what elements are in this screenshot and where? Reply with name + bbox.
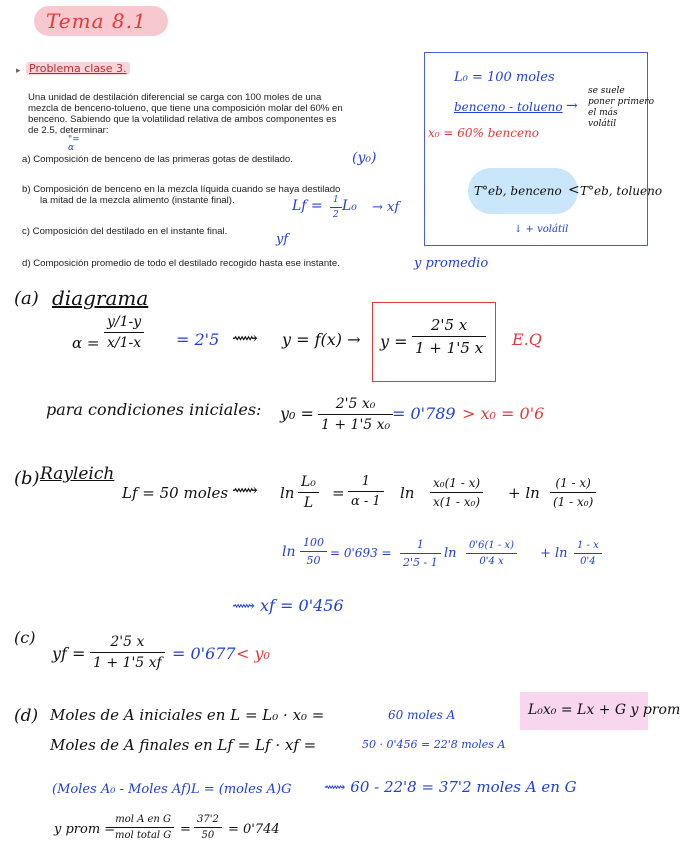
- statement-line-2: mezcla de benceno-tolueno, que tiene una composición molar del 60% en: [28, 103, 343, 114]
- part-d-label: (d): [14, 706, 39, 726]
- initial-conditions-text: para condiciones iniciales:: [46, 400, 262, 419]
- annotation-b-l0: L₀: [342, 198, 357, 214]
- eq-lhs: y =: [380, 332, 408, 351]
- sub-ratio: 0'6(1 - x) 0'4 x: [466, 540, 517, 567]
- statement-line-3: benceno. Sabiendo que la volatilidad relativa de ambos componentes es: [28, 114, 337, 125]
- part-b-arrow: ⟿: [232, 480, 258, 501]
- part-a-label: (a): [14, 288, 39, 309]
- sub-value: = 0'693 =: [330, 546, 392, 560]
- alpha-mark: "= α: [68, 135, 80, 153]
- eq-fraction: 2'5 x 1 + 1'5 x: [412, 316, 486, 357]
- question-c: c) Composición del destilado en el instante final.: [22, 226, 228, 237]
- part-d-line-3: (Moles A₀ - Moles Af)L = (moles A)G: [52, 782, 292, 797]
- yprom-fraction: mol A en G mol total G: [112, 814, 174, 841]
- problem-link[interactable]: Problema clase 3.: [26, 62, 130, 75]
- note-t-benceno: T°eb, benceno: [474, 184, 562, 198]
- annotation-d: y promedio: [414, 256, 489, 271]
- alpha-label: α =: [72, 334, 100, 352]
- yf-comparison: < y₀: [236, 644, 270, 663]
- y0-comparison: > x₀ = 0'6: [462, 404, 545, 423]
- part-b-label: (b): [14, 468, 40, 489]
- note-t-tolueno: T°eb, tolueno: [580, 184, 663, 198]
- rayleigh-inverse: 1 α - 1: [348, 474, 384, 509]
- rayleigh-ln-1: ln: [280, 484, 295, 502]
- eq-tag: E.Q: [512, 330, 542, 349]
- annotation-b-half: 1 2: [330, 195, 342, 220]
- part-d-line-1: Moles de A iniciales en L = L₀ · x₀ =: [50, 706, 325, 724]
- yf-value: = 0'677: [172, 644, 236, 663]
- question-b-line-1: b) Composición de benceno en la mezcla líquida cuando se haya destilado: [22, 184, 341, 195]
- y0-label: y₀ =: [280, 404, 314, 423]
- statement-line-4: de 2.5, determinar:: [28, 125, 109, 136]
- yprom-label: y prom =: [54, 822, 116, 837]
- part-c-label: (c): [14, 628, 36, 647]
- sub-liquid-ratio: 1 - x 0'4: [574, 540, 602, 567]
- question-a: a) Composición de benceno de las primeras gotas de destilado.: [22, 154, 293, 165]
- note-mix: benceno - tolueno: [454, 100, 563, 114]
- sub-inverse: 1 2'5 - 1: [400, 538, 441, 569]
- yf-fraction: 2'5 x 1 + 1'5 xf: [90, 634, 165, 671]
- note-arrow: →: [566, 98, 578, 114]
- statement-line-1: Una unidad de destilación diferencial se carga con 100 moles de una: [28, 92, 322, 103]
- xf-result: ⟿ xf = 0'456: [232, 596, 344, 615]
- part-d-line-2: Moles de A finales en Lf = Lf · xf =: [50, 736, 317, 754]
- bullet-icon: ▸: [16, 66, 21, 76]
- y0-value: = 0'789: [392, 404, 456, 423]
- alpha-fraction: y/1-y x/1-x: [104, 314, 144, 351]
- note-side: se suele poner primero el más volátil: [588, 86, 654, 129]
- note-x0: x₀ = 60% benceno: [428, 126, 540, 140]
- part-d-line-2-value: 50 · 0'456 = 22'8 moles A: [362, 738, 506, 751]
- lf-label: Lf = 50 moles: [122, 484, 229, 502]
- yprom-number-fraction: 37'2 50: [194, 814, 222, 841]
- rayleigh-ratio: x₀(1 - x) x(1 - x₀): [430, 476, 483, 509]
- mass-balance: L₀x₀ = Lx + G y prom: [528, 702, 680, 718]
- part-a-heading: diagrama: [52, 286, 149, 310]
- note-l0: L₀ = 100 moles: [454, 70, 555, 85]
- yprom-value: = 0'744: [228, 822, 280, 837]
- question-b-line-2: la mitad de la mezcla alimento (instante final).: [40, 195, 235, 206]
- annotation-b-arrow: → xf: [372, 200, 400, 215]
- note-lt: <: [568, 182, 580, 198]
- part-b-heading: Rayleich: [40, 464, 115, 484]
- y0-fraction: 2'5 x₀ 1 + 1'5 x₀: [318, 396, 393, 433]
- sub-fraction-100-50: 100 50: [300, 536, 327, 567]
- part-a-arrow: ⟿: [232, 328, 258, 349]
- sub-ln: ln: [282, 544, 296, 560]
- question-d: d) Composición promedio de todo el destilado recogido hasta ese instante.: [22, 258, 340, 269]
- yprom-eq: =: [180, 822, 191, 837]
- sub-plus-ln: + ln: [540, 546, 568, 561]
- yf-label: yf =: [52, 644, 86, 663]
- rayleigh-eq: =: [332, 484, 345, 502]
- rayleigh-ln-2: ln: [400, 484, 415, 502]
- rayleigh-liquid-ratio: (1 - x) (1 - x₀): [550, 476, 596, 509]
- rayleigh-plus-ln: + ln: [508, 484, 540, 502]
- alpha-value: = 2'5: [176, 330, 220, 349]
- annotation-b-lf: Lf =: [292, 198, 323, 214]
- page-title: Tema 8.1: [46, 9, 147, 33]
- y-fx: y = f(x) →: [282, 330, 361, 349]
- annotation-a: (y₀): [352, 150, 377, 166]
- sub-ln-2: ln: [444, 546, 457, 561]
- note-volatil: ↓ + volátil: [514, 224, 569, 235]
- part-d-line-3-value: ⟿ 60 - 22'8 = 37'2 moles A en G: [324, 778, 577, 796]
- rayleigh-l0-l: L₀ L: [298, 474, 319, 511]
- annotation-c: yf: [276, 232, 289, 247]
- part-d-line-1-value: 60 moles A: [388, 708, 456, 722]
